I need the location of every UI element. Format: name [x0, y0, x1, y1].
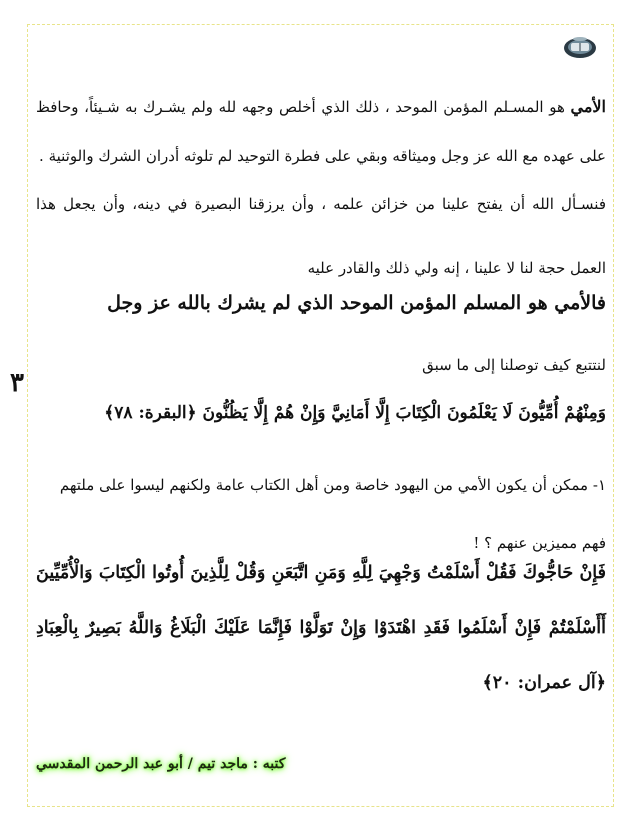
paragraph-prayer: فنسـأل الله أن يفتح علينا من خزائن علمه ، وأن يرزقنا البصيرة في دينه، وأن يجعل هذا العمل حجة لنا لا علينا ، إنه ولي ذلك والقادر عليه	[36, 195, 606, 277]
term-bold: الأمي	[570, 97, 606, 116]
paragraph-intro	[36, 82, 606, 181]
page-number: ٣	[10, 368, 24, 398]
paragraph-transition: لنتتبع كيف توصلنا إلى ما سبق	[422, 356, 606, 374]
quran-verse-baqarah: وَمِنْهُمْ أُمِّيُّونَ لَا يَعْلَمُونَ الْكِتَابَ إِلَّا أَمَانِيَّ وَإِنْ هُمْ إِلَّا يَظُنُّونَ ﴿البقرة: ٧٨﴾	[104, 403, 606, 423]
quran-verse-al-imran: فَإِنْ حَاجُّوكَ فَقُلْ أَسْلَمْتُ وَجْهِيَ لِلَّهِ وَمَنِ اتَّبَعَنِ وَقُلْ لِلَّذِينَ أُوتُوا الْكِتَابَ وَالْأُمِّيِّينَ أَأَسْلَمْتُمْ فَإِنْ أَسْلَمُوا فَقَدِ اهْتَدَوْا وَإِنْ تَوَلَّوْا فَإِنَّمَا عَلَيْكَ الْبَلَاغُ وَاللَّهُ بَصِيرٌ بِالْعِبَادِ ﴿آل عمران: ٢٠﴾	[36, 563, 606, 693]
author-signature: كتبه : ماجد تيم / أبو عبد الرحمن المقدسي	[36, 756, 286, 772]
book-emblem-icon	[563, 34, 597, 60]
section-heading: فالأمي هو المسلم المؤمن الموحد الذي لم يشرك بالله عز وجل	[107, 292, 606, 314]
paragraph-intro-text: هو المسـلم المؤمن الموحد ، ذلك الذي أخلص وجهه لله ولم يشـرك به شـيئاً، وحافظ على عهده مع الله عز وجل وميثاقه وبقي على فطرة التوحيد لم تلوثه أدران الشرك والوثنية .	[36, 98, 606, 165]
paragraph-point-one: ١- ممكن أن يكون الأمي من اليهود خاصة ومن أهل الكتاب عامة ولكنهم ليسوا على ملتهم فهم مميزين عنهم ؟ !	[59, 476, 606, 552]
